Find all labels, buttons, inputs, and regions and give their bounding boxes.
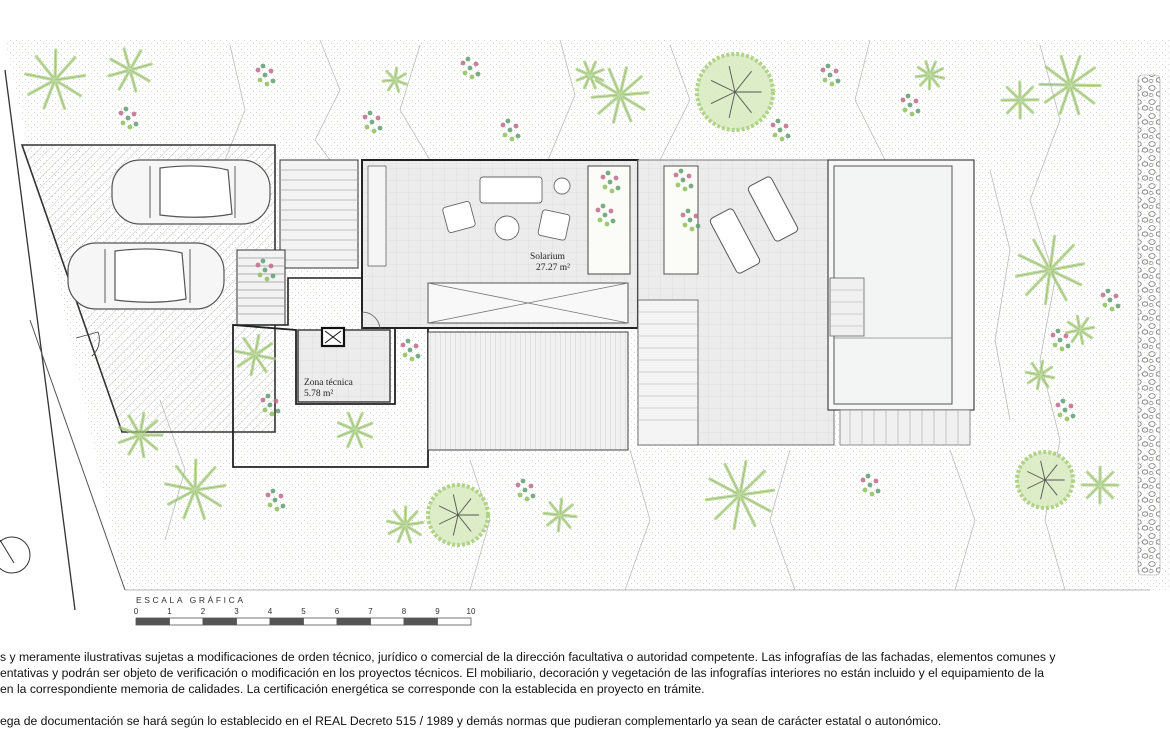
scale-segment [170, 618, 204, 625]
technical-zone-label: Zona técnica [304, 378, 353, 388]
scale-tick-label: 1 [167, 607, 172, 616]
scale-title: ESCALA GRÁFICA [136, 595, 246, 605]
scale-tick-label: 3 [234, 607, 239, 616]
scale-tick-label: 7 [368, 607, 373, 616]
solarium-area: 27.27 m² [536, 263, 570, 273]
car-top [112, 160, 270, 224]
technical-zone-area: 5.78 m² [304, 389, 334, 399]
scale-bar [136, 618, 471, 625]
scale-segment [237, 618, 271, 625]
scale-segment [304, 618, 338, 625]
scale-segment [203, 618, 237, 625]
scale-tick-label: 8 [401, 607, 407, 616]
disclaimer-line-4: ega de documentación se hará según lo establecido en el REAL Decreto 515 / 1989 y demás normas que pudieran complementarlo ya sean de carácter estatal o autonómico. [0, 714, 942, 728]
pebble-strip [1138, 75, 1160, 575]
scale-segment [438, 618, 472, 625]
disclaimer-line-1: s y meramente ilustrativas sujetas a modificaciones de orden técnico, jurídico o comercial de la dirección facultativa o autoridad competente. Las infografías de las fachadas, elementos comunes y [0, 650, 1056, 664]
scale-tick-label: 9 [435, 607, 440, 616]
north-arrow-icon [0, 537, 30, 573]
tree-icon [1017, 452, 1073, 508]
scale-tick-label: 10 [466, 607, 476, 616]
pool-steps [830, 278, 864, 336]
tree-icon [428, 485, 488, 545]
solarium-label: Solarium [530, 252, 565, 262]
scale-segment [270, 618, 304, 625]
scale-tick-label: 5 [301, 607, 306, 616]
right-planter [664, 166, 698, 274]
entry-stair [280, 160, 358, 268]
scale-tick-label: 2 [200, 607, 206, 616]
disclaimer-line-2: entativas y podrán ser objeto de verificación o modificación en los proyectos técnicos. El mobiliario, decoración y vegetación de las infografías interiores no están incluido y el equipamiento de la [0, 666, 1044, 680]
scale-segment [371, 618, 405, 625]
scale-segment [404, 618, 438, 625]
palm-icon [1002, 82, 1038, 118]
terrace-stair [638, 300, 698, 445]
tree-icon [697, 54, 773, 130]
scale-tick-label: 0 [133, 607, 139, 616]
scale-ticks [134, 607, 476, 616]
car-bottom [68, 243, 224, 309]
disclaimer-line-3: en la correspondiente memoria de calidades. La certificación energética se corresponde con la establecida en proyecto en trámite. [0, 682, 705, 696]
scale-tick-label: 6 [334, 607, 340, 616]
pool-edge-steps [840, 410, 970, 445]
solarium-bar-counter [368, 166, 386, 266]
scale-segment [337, 618, 371, 625]
wood-deck [428, 332, 628, 450]
scale-tick-label: 4 [267, 607, 273, 616]
palm-icon [1082, 467, 1118, 503]
scale-segment [136, 618, 170, 625]
